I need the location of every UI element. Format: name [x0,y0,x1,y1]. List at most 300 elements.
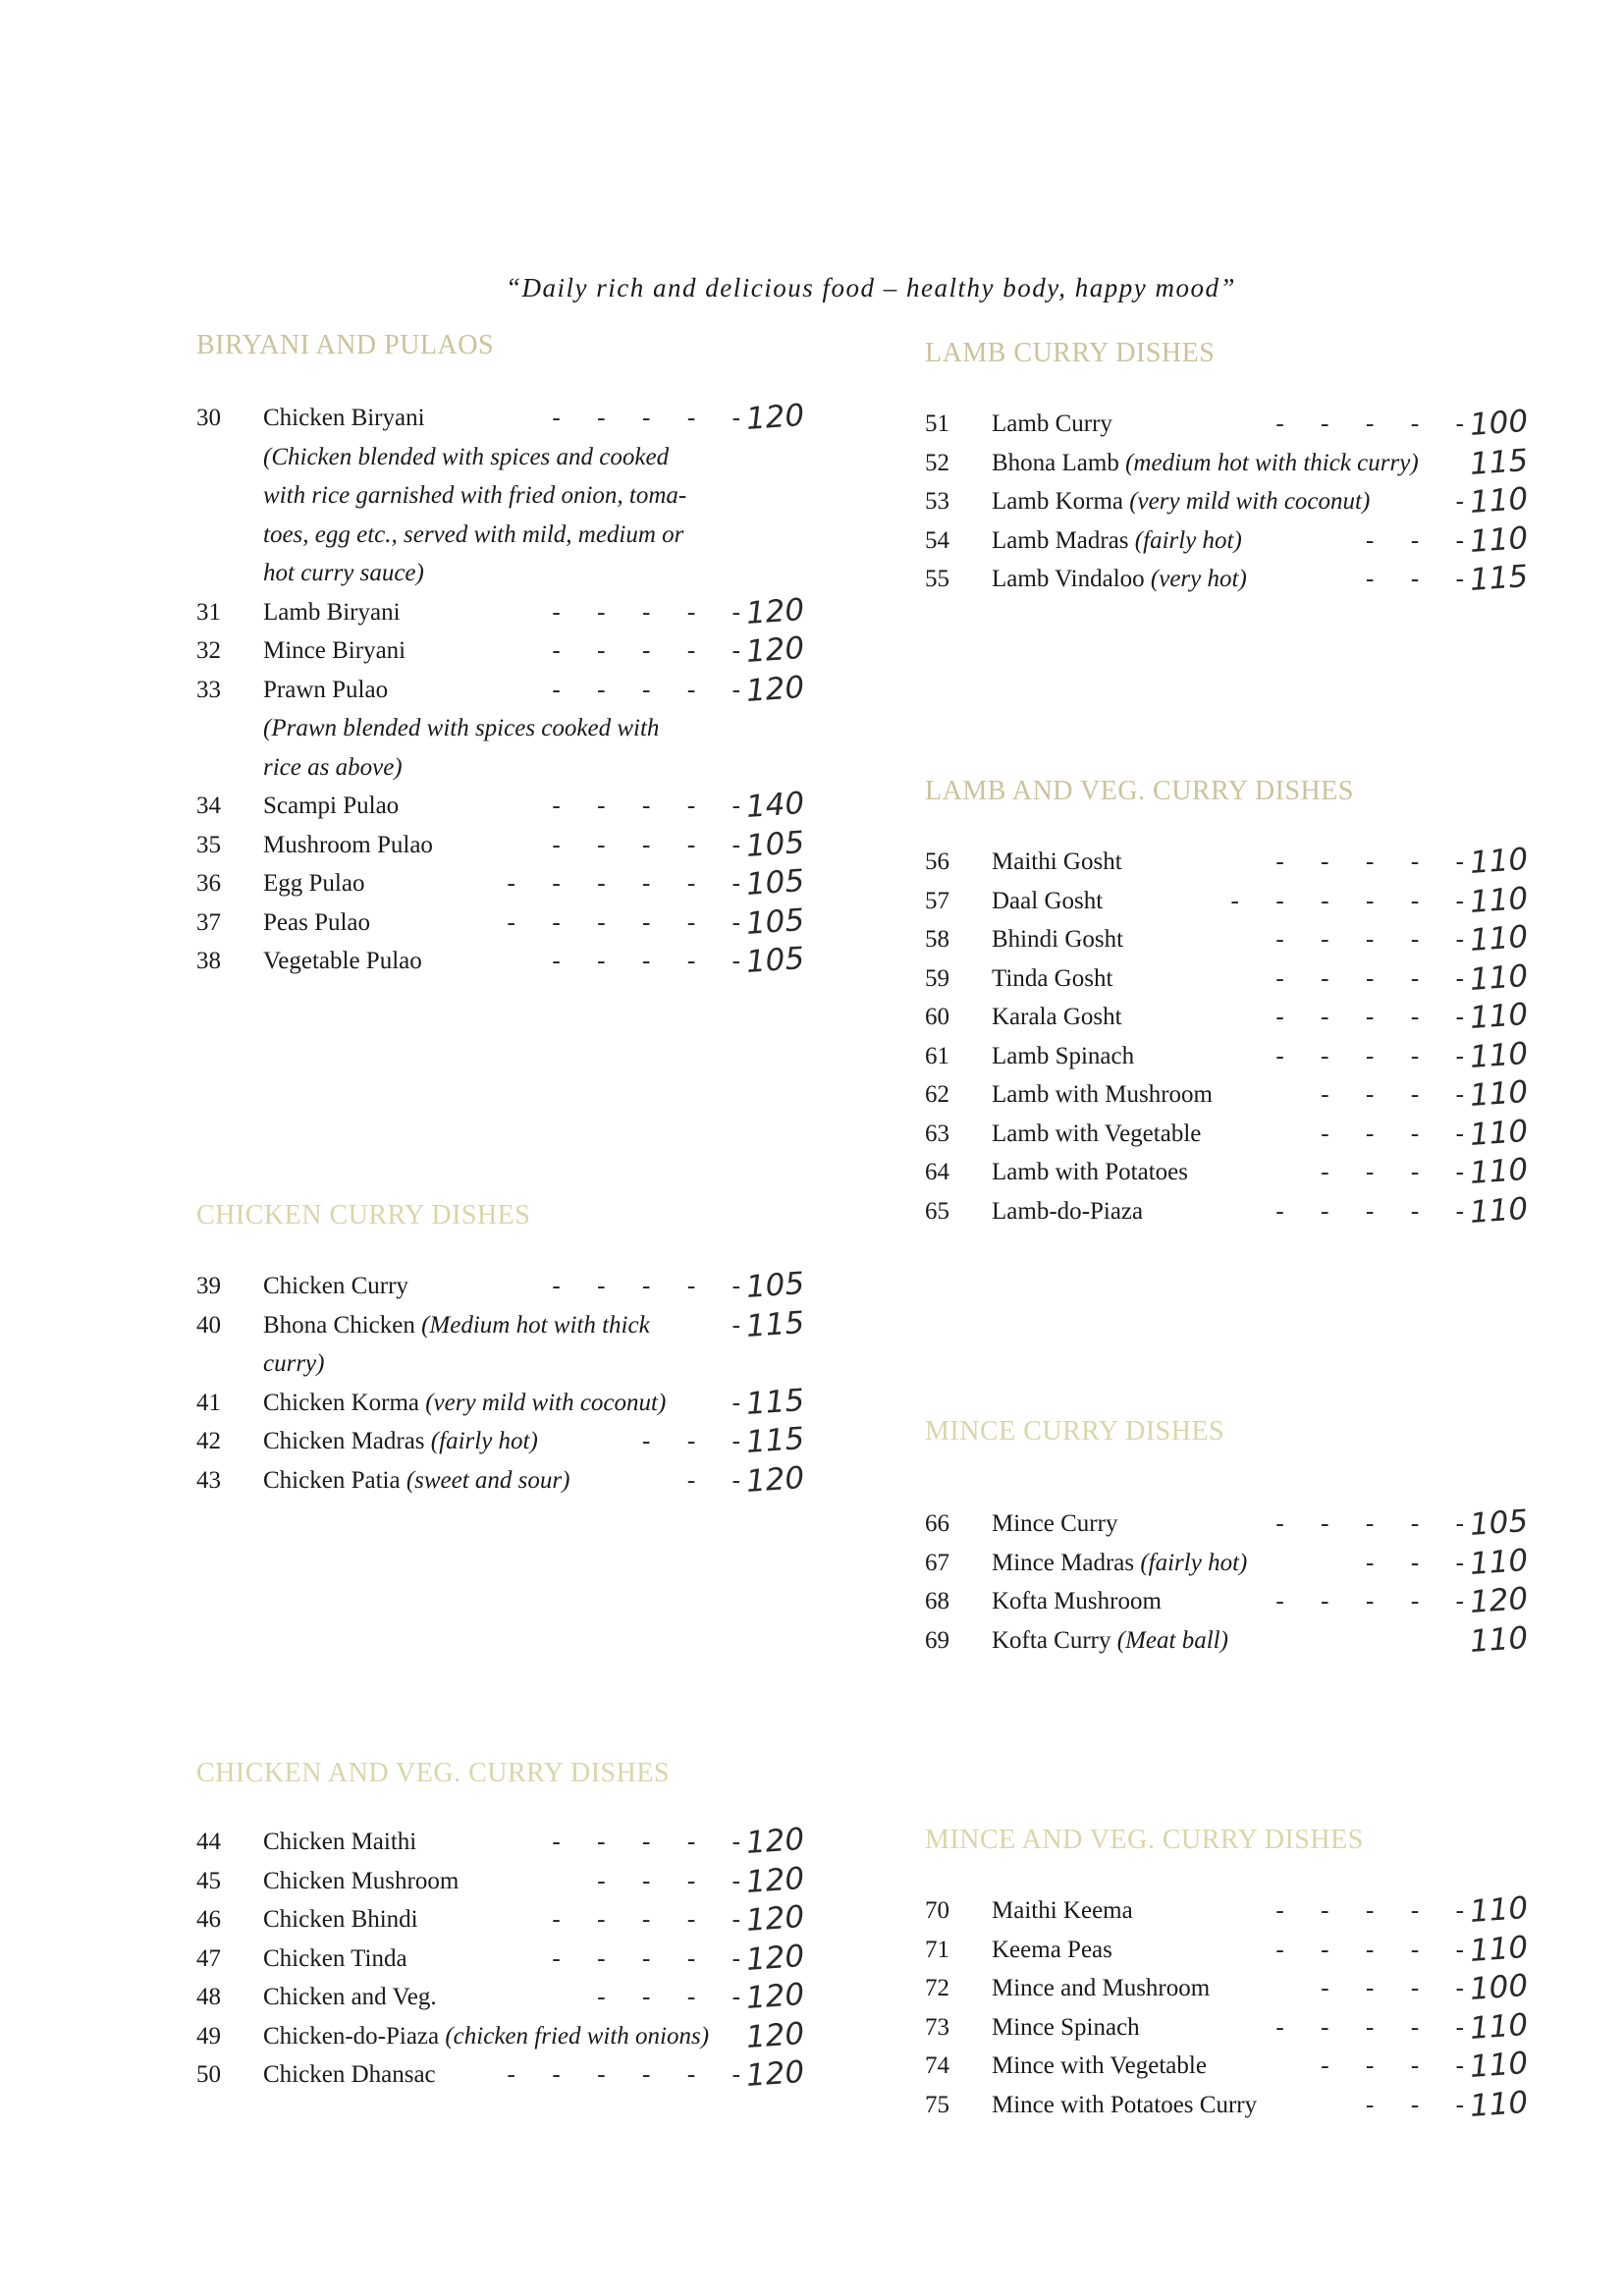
leader-dashes: - - - - - [1275,964,1464,992]
item-price: 120 [744,669,806,709]
menu-item [925,1967,1530,2008]
menu-item [925,480,1530,521]
menu-item [196,940,806,981]
leader-dashes: - - - - - [1275,848,1464,875]
leader-dashes: - - - - [597,1867,740,1894]
item-name: Chicken Patia [263,1466,401,1494]
item-price: 105 [744,940,806,981]
item-name: Vegetable Pulao [263,948,422,974]
item-name-line [263,903,370,943]
item-price: 110 [1468,841,1530,882]
item-name-line [263,1978,437,2017]
item-price: 105 [1468,1503,1530,1544]
item-price: 110 [1468,519,1530,560]
item-price: 110 [1468,2006,1530,2047]
item-number: 65 [925,1197,949,1225]
item-name: Mince Madras [992,1549,1135,1576]
item-price: 105 [744,902,806,942]
item-number: 64 [925,1159,949,1185]
menu-item [196,1976,806,2017]
item-price: 115 [744,1382,806,1422]
item-note: (very mild with coconut) [1129,488,1371,515]
leader-dashes: - - - - - [1275,1897,1464,1924]
menu-item [925,1190,1530,1231]
item-name: Mince with Vegetable [992,2052,1207,2079]
item-price: 110 [1468,480,1530,521]
item-description: with rice garnished with fried onion, toma- [263,482,687,509]
leader-dashes: - - - - - - [1230,887,1464,914]
item-name-line [263,1940,407,1979]
item-name-line [263,2055,436,2095]
item-name-line [263,787,399,826]
item-price: 120 [1468,1580,1530,1621]
menu-item [925,558,1530,599]
menu-item [925,1929,1530,1970]
menu-item [925,1542,1530,1583]
item-price: 110 [1468,1151,1530,1192]
item-price: 110 [1468,1929,1530,1969]
item-note: (medium hot with thick curry) [1125,449,1419,476]
item-price: 115 [744,1420,806,1461]
menu-item [925,2045,1530,2086]
item-name: Peas Pulao [263,908,371,936]
menu-item [196,1821,806,1862]
section-chicken-curry [196,1200,806,1500]
item-note: (very hot) [1150,566,1247,592]
item-price: 105 [744,862,806,903]
item-name-line [992,1931,1112,1970]
menu-item [196,2015,806,2056]
item-name: Mushroom Pulao [263,831,433,858]
menu-item [925,1889,1530,1931]
item-number: 59 [925,964,949,992]
item-name-line [263,593,401,632]
section-mince-veg [925,1825,1530,2124]
item-price: 110 [1468,2084,1530,2124]
item-name-line [992,560,1247,599]
leader-dashes: - - - - - [1275,1004,1464,1030]
leader-dashes: - - - - - [1275,1936,1464,1963]
item-name: Chicken Maithi [263,1829,417,1855]
leader-dashes: - - - - [597,1984,740,2010]
item-name-line [992,998,1122,1037]
item-number: 41 [196,1389,221,1416]
item-note: (fairly hot) [1134,526,1242,554]
item-name-line [992,1969,1210,2008]
section-heading: CHICKEN CURRY DISHES [196,1200,531,1230]
menu-item [925,519,1530,561]
item-number: 44 [196,1829,221,1855]
item-number: 68 [925,1588,949,1614]
item-price: 105 [744,1265,806,1306]
item-price: 115 [744,1304,806,1344]
menu-item [196,824,806,865]
item-number: 48 [196,1984,221,2010]
menu-item [196,1420,806,1461]
item-name-line [992,959,1112,999]
menu-item [925,1619,1530,1661]
item-number: 43 [196,1466,221,1494]
item-number: 35 [196,831,221,858]
item-name-line [992,1153,1188,1192]
leader-dashes: - - - - - [1275,1588,1464,1614]
item-note: (Meat ball) [1116,1626,1228,1654]
item-name: Lamb Biryani [263,598,401,626]
leader-dashes: - - - - - [552,1944,740,1972]
item-name: Maithi Gosht [992,848,1122,875]
item-name-line [992,1075,1213,1115]
item-name-line [992,2047,1207,2086]
item-name-line [263,1267,408,1306]
item-name-line [992,405,1112,444]
menu-item [925,1580,1530,1621]
item-name-line [263,1306,650,1345]
item-name-line [263,1862,459,1901]
item-name-line [992,482,1370,521]
leader-dashes: - - - [1366,2091,1464,2118]
motto: “Daily rich and delicious food – healthy body, happy mood” [506,273,1236,302]
item-number: 34 [196,793,221,819]
item-price: 110 [1468,918,1530,959]
item-number: 73 [925,2013,949,2041]
item-price: 110 [1468,1113,1530,1153]
item-name: Lamb Vindaloo [992,566,1145,592]
menu-item [925,1503,1530,1544]
menu-item [196,1860,806,1901]
leader-dashes: - - - - [1321,1120,1464,1147]
item-number: 38 [196,948,221,974]
item-name: Prawn Pulao [263,676,389,703]
item-name-line [263,1823,416,1862]
item-name: Chicken Korma [263,1389,419,1416]
item-name: Bhindi Gosht [992,926,1124,953]
item-number: 49 [196,2022,221,2050]
leader-dashes: - - - - - [1275,2013,1464,2041]
section-chicken-veg [196,1758,806,2095]
item-note: (fairly hot) [1140,1549,1248,1576]
leader-dashes: - [731,1311,740,1339]
item-name-line [992,1115,1201,1154]
item-price: 140 [744,785,806,826]
item-number: 75 [925,2091,949,2118]
item-name: Chicken Bhindi [263,1906,418,1933]
item-name-line [992,843,1122,882]
item-name: Lamb with Vegetable [992,1120,1202,1147]
item-name: Chicken Tinda [263,1944,407,1972]
menu-item [925,841,1530,882]
item-price: 110 [1468,1073,1530,1115]
item-number: 30 [196,405,221,431]
item-name: Bhona Lamb [992,449,1119,476]
section-lamb-veg [925,776,1530,1230]
item-note: (sweet and sour) [406,1466,570,1494]
item-number: 72 [925,1975,949,2001]
item-name: Egg Pulao [263,870,365,897]
item-number: 36 [196,870,221,897]
item-name: Chicken Madras [263,1428,425,1454]
section-heading: LAMB CURRY DISHES [925,338,1216,368]
menu-item [925,996,1530,1037]
item-number: 52 [925,449,949,476]
item-note: (Medium hot with thick [421,1311,650,1339]
item-name: Mince Curry [992,1510,1118,1537]
menu-item [925,880,1530,921]
item-number: 45 [196,1867,221,1894]
item-number: 32 [196,637,221,664]
menu-item [196,902,806,943]
item-name-line [992,1544,1247,1583]
item-name-line [992,1891,1133,1931]
item-description: hot curry sauce) [263,560,424,586]
leader-dashes: - - - - - [552,1906,740,1933]
item-name: Maithi Keema [992,1897,1133,1924]
leader-dashes: - - - - [1321,1081,1464,1108]
item-name-line [992,521,1242,561]
item-name: Chicken Biryani [263,405,425,431]
item-price: 110 [1468,1190,1530,1230]
item-price: 120 [744,2015,806,2055]
item-number: 40 [196,1311,221,1339]
menu-item [196,1459,806,1501]
item-price: 120 [744,397,806,438]
item-price: 120 [744,1459,806,1500]
item-name-line [263,864,364,903]
leader-dashes: - - - [642,1428,740,1454]
leader-dashes: - - - - - - [507,908,740,936]
item-description: (Chicken blended with spices and cooked [263,443,670,470]
item-name: Lamb with Mushroom [992,1081,1213,1108]
item-name: Scampi Pulao [263,793,400,819]
item-name: Tinda Gosht [992,964,1113,992]
item-name: Lamb Korma [992,488,1123,515]
leader-dashes: - [1455,488,1464,515]
item-name: Lamb Curry [992,410,1112,437]
leader-dashes: - - - - - [552,405,740,431]
item-name-line [263,671,388,710]
section-biryani [196,330,806,981]
item-price: 120 [744,1938,806,1978]
item-name: Lamb-do-Piaza [992,1197,1144,1225]
item-number: 60 [925,1004,949,1030]
menu-item [196,1938,806,1979]
item-number: 66 [925,1510,949,1537]
item-price: 110 [1468,957,1530,998]
item-description: (Prawn blended with spices cooked with [263,715,660,741]
item-number: 55 [925,566,949,592]
item-number: 51 [925,410,949,437]
leader-dashes: - - - - [1321,2052,1464,2079]
item-name: Chicken-do-Piaza [263,2022,440,2050]
leader-dashes: - - - - - [1275,1510,1464,1537]
item-price: 105 [744,824,806,864]
item-number: 63 [925,1120,949,1147]
item-name: Bhona Chicken [263,1311,415,1339]
item-price: 120 [744,1976,806,2017]
item-note: (very mild with coconut) [425,1389,667,1416]
item-price: 120 [744,1898,806,1940]
item-number: 47 [196,1944,221,1972]
leader-dashes: - - - - - [1275,926,1464,953]
item-name-line [263,1900,418,1940]
item-price: 110 [1468,880,1530,920]
item-description: toes, egg etc., served with mild, medium or [263,520,684,548]
menu-item [196,1898,806,1940]
item-number: 56 [925,848,949,875]
item-number: 62 [925,1081,949,1108]
leader-dashes: - - - - - - [507,870,740,897]
section-heading: LAMB AND VEG. CURRY DISHES [925,776,1354,806]
item-number: 57 [925,887,949,914]
item-name-line [992,1037,1134,1076]
item-name-line [992,2086,1257,2125]
item-price: 115 [1468,558,1530,599]
item-number: 37 [196,908,221,936]
menu-item [925,1073,1530,1115]
leader-dashes: - - - - - - [507,2061,740,2088]
section-heading: CHICKEN AND VEG. CURRY DISHES [196,1758,670,1788]
menu-item [925,1035,1530,1076]
menu-item [196,397,806,438]
item-price: 110 [1468,996,1530,1037]
item-name-line [263,1461,569,1501]
item-number: 42 [196,1428,221,1454]
item-name-line [263,631,406,671]
item-name: Mince Spinach [992,2013,1140,2041]
item-name: Karala Gosht [992,1004,1122,1030]
item-price: 110 [1468,1035,1530,1075]
item-price: 110 [1468,2045,1530,2086]
item-price: 110 [1468,1542,1530,1582]
menu-item [196,669,806,710]
item-number: 71 [925,1936,949,1963]
item-name-line [992,1192,1143,1231]
leader-dashes: - - - - [1321,1975,1464,2001]
leader-dashes: - - - [1366,1549,1464,1576]
item-number: 54 [925,526,949,554]
item-name: Kofta Mushroom [992,1588,1162,1614]
item-description: rice as above) [263,753,403,781]
item-name: Lamb with Potatoes [992,1159,1188,1185]
section-heading: MINCE CURRY DISHES [925,1416,1225,1447]
menu-item [196,629,806,671]
item-number: 53 [925,488,949,515]
item-price: 110 [1468,1889,1530,1931]
item-name-line [992,1504,1117,1544]
menu-item [925,1151,1530,1192]
menu-item [925,2006,1530,2048]
leader-dashes: - - - - - [1275,1042,1464,1069]
menu-item [196,1265,806,1306]
item-name-line [992,1621,1228,1661]
item-name-line [992,1582,1162,1621]
item-number: 69 [925,1626,949,1654]
leader-dashes: - - - - - [552,1829,740,1855]
item-name-line [263,942,422,981]
item-name-line [263,1422,538,1461]
item-price: 100 [1468,403,1530,444]
section-mince-curry [925,1416,1530,1660]
item-price: 115 [1468,442,1530,482]
menu-item [925,2084,1530,2125]
leader-dashes: - - - [1366,526,1464,554]
menu-item [925,1113,1530,1154]
leader-dashes: - - - - - [552,1273,740,1299]
item-number: 39 [196,1273,221,1299]
item-number: 33 [196,676,221,703]
menu-item [196,2053,806,2095]
item-price: 120 [744,1821,806,1862]
item-name-line [263,1384,666,1423]
item-name-line [263,2017,709,2056]
leader-dashes: - - - - - [552,831,740,858]
item-name: Daal Gosht [992,887,1104,914]
item-number: 70 [925,1897,949,1924]
item-name-line [263,399,425,438]
item-name: Chicken Dhansac [263,2061,436,2088]
menu-item [925,403,1530,444]
leader-dashes: - - - - [1321,1159,1464,1185]
item-description: curry) [263,1350,325,1377]
item-number: 50 [196,2061,221,2088]
menu-item [196,785,806,826]
item-name: Mince and Mushroom [992,1975,1211,2001]
section-heading: BIRYANI AND PULAOS [196,330,495,360]
leader-dashes: - - - - - [552,637,740,664]
leader-dashes: - - - - - [552,598,740,626]
leader-dashes: - - - - - [552,676,740,703]
item-number: 58 [925,926,949,953]
item-price: 120 [744,591,806,631]
item-number: 46 [196,1906,221,1933]
item-name: Lamb Madras [992,526,1129,554]
item-name-line [992,444,1419,483]
menu-item [196,1304,806,1345]
item-number: 67 [925,1549,949,1576]
section-lamb-curry [925,338,1530,599]
item-note: (chicken fried with onions) [445,2022,710,2050]
section-heading: MINCE AND VEG. CURRY DISHES [925,1825,1364,1855]
item-name: Keema Peas [992,1936,1112,1963]
leader-dashes: - - - [1366,566,1464,592]
item-name: Chicken Curry [263,1273,408,1299]
item-number: 61 [925,1042,949,1069]
item-name: Chicken Mushroom [263,1867,460,1894]
item-number: 31 [196,598,221,626]
item-name: Chicken and Veg. [263,1984,437,2010]
item-price: 100 [1468,1967,1530,2008]
item-name: Kofta Curry [992,1626,1111,1654]
item-price: 120 [744,2053,806,2095]
menu-item [925,918,1530,959]
leader-dashes: - - - - - [1275,1197,1464,1225]
item-price: 110 [1468,1619,1530,1660]
leader-dashes: - - [686,1466,740,1494]
menu-item [196,862,806,903]
item-name: Lamb Spinach [992,1042,1135,1069]
item-number: 74 [925,2052,949,2079]
menu-item [196,591,806,632]
item-name-line [992,920,1123,959]
item-name-line [263,826,433,865]
menu-item [925,442,1530,483]
leader-dashes: - - - - - [552,793,740,819]
leader-dashes: - - - - - [1275,410,1464,437]
item-note: (fairly hot) [430,1428,538,1454]
item-name: Mince Biryani [263,637,406,664]
item-price: 120 [744,629,806,671]
item-name-line [992,2008,1140,2048]
item-name: Mince with Potatoes Curry [992,2091,1258,2118]
